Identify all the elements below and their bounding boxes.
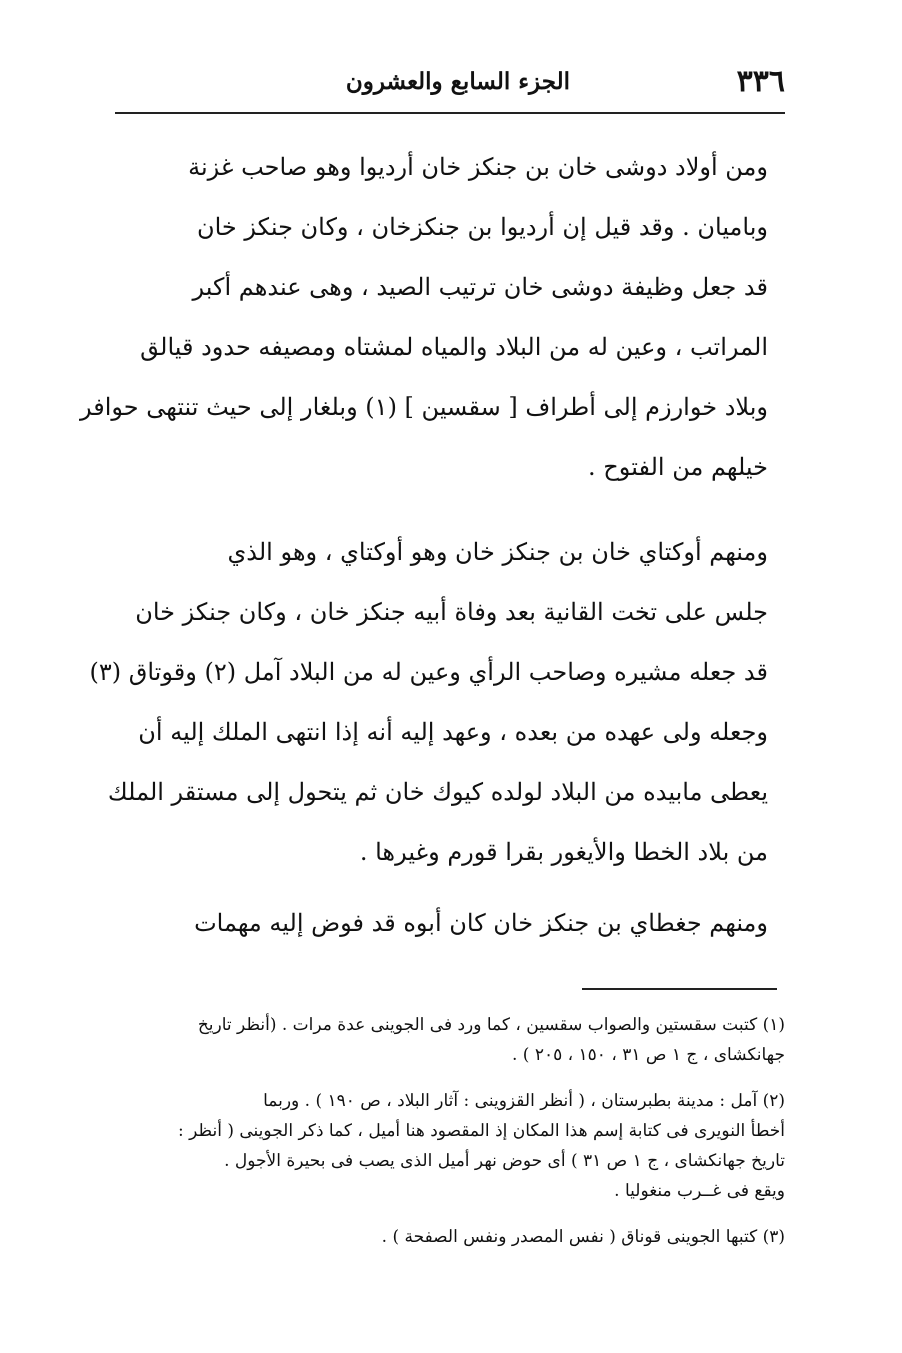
footnote-separator: [582, 988, 777, 990]
text-line: ومن أولاد دوشى خان بن جنكز خان أرديوا وهو صاحب غزنة: [188, 153, 768, 181]
text-line: قد جعل وظيفة دوشى خان ترتيب الصيد ، وهى عندهم أكبر: [192, 273, 768, 301]
footnote-line: ويقع فى غــرب منغوليا .: [614, 1181, 785, 1201]
text-line: وجعله ولى عهده من بعده ، وعهد إليه أنه إذا انتهى الملك إليه أن: [138, 718, 768, 746]
text-line: قد جعله مشيره وصاحب الرأي وعين له من البلاد آمل (٢) وقوتاق (٣): [89, 658, 768, 686]
text-line: جلس على تخت القانية بعد وفاة أبيه جنكز خان ، وكان جنكز خان: [135, 598, 768, 626]
text-line: وبلاد خوارزم إلى أطراف [ سقسين ] (١) وبلغار إلى حيث تنتهى حوافر: [79, 393, 768, 421]
text-line: المراتب ، وعين له من البلاد والمياه لمشتاه ومصيفه حدود قيالق: [140, 333, 768, 361]
running-title: الجزء السابع والعشرون: [345, 68, 570, 95]
footnote-3: [125, 1222, 785, 1252]
text-line: خيلهم من الفتوح .: [588, 453, 768, 481]
footnotes: [125, 1010, 785, 1252]
paragraph-3: [118, 893, 768, 953]
footnote-line: أخطأ النويرى فى كتابة إسم هذا المكان إذ المقصود هنا أميل ، كما ذكر الجوينى ( أنظر :: [178, 1121, 785, 1141]
paragraph-1: [79, 137, 768, 497]
footnote-line: تاريخ جهانكشاى ، ج ١ ص ٣١ ) أى حوض نهر أميل الذى يصب فى بحيرة الأجول .: [224, 1151, 785, 1171]
footnote-line: (٣) كتبها الجوينى قوناق ( نفس المصدر ونفس الصفحة ) .: [381, 1227, 785, 1247]
text-line: وباميان . وقد قيل إن أرديوا بن جنكزخان ، وكان جنكز خان: [196, 213, 768, 241]
text-line: يعطى مابيده من البلاد لولده كيوك خان ثم يتحول إلى مستقر الملك: [107, 778, 768, 806]
paragraph-2: [89, 522, 768, 882]
header-rule: [115, 112, 785, 114]
text-line: ومنهم أوكتاي خان بن جنكز خان وهو أوكتاي ، وهو الذي: [227, 538, 768, 566]
text-line: من بلاد الخطا والأيغور بقرا قورم وغيرها .: [359, 838, 768, 866]
page-number: ٣٣٦: [736, 64, 785, 99]
text-line: ومنهم جغطاي بن جنكز خان كان أبوه قد فوض إليه مهمات: [194, 909, 768, 937]
page-header: [115, 62, 785, 118]
footnote-line: (١) كتبت سقستين والصواب سقسين ، كما ورد فى الجوينى عدة مرات . (أنظر تاريخ: [197, 1015, 785, 1035]
footnote-1: [125, 1010, 785, 1070]
footnote-2: [125, 1086, 785, 1206]
footnote-line: (٢) آمل : مدينة بطبرستان ، ( أنظر القزوينى : آثار البلاد ، ص ١٩٠ ) . وربما: [263, 1091, 785, 1111]
footnote-line: جهانكشاى ، ج ١ ص ٣١ ، ١٥٠ ، ٢٠٥ ) .: [512, 1045, 785, 1065]
